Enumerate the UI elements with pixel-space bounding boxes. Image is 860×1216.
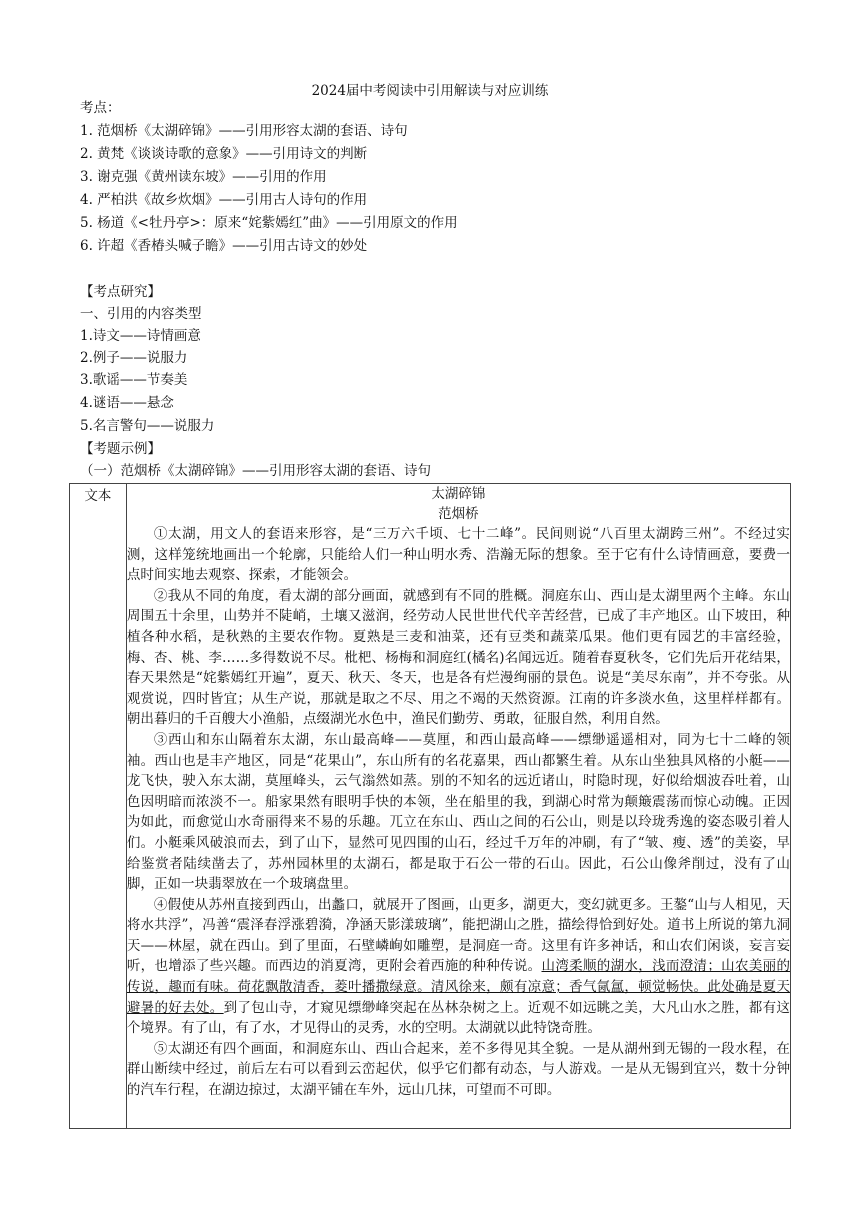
paragraph-3: ③西山和东山隔着东太湖，东山最高峰——莫厘，和西山最高峰——缥缈遥遥相对，同为七十二峰的领袖。西山也是丰产地区，同是“花果山”，东山所有的名花嘉果，西山都繁生着。从东山坐独具风格的小艇——龙飞快，驶入东太湖，莫厘峰头，云气滃然如蒸。别的不知名的远近诸山，时隐时现，好似给烟波吞吐着，山色因明暗而浓淡不一。船家果然有眼明手快的本领，坐在船里的我，到湖心时常为颠簸震荡而惊心动魄。正因为如此，而愈觉山水奇丽得来不易的乐趣。兀立在东山、西山之间的石公山，则是以玲珑秀逸的姿态吸引着人们。小艇乘风破浪而去，到了山下，显然可见四围的山石，经过千万年的冲刷，有了“皱、瘦、透”的美姿，早给鉴赏者陆续凿去了，苏州园林里的太湖石，都是取于石公一带的石山。因此，石公山像斧削过，没有了山脚，正如一块翡翠放在一个玻璃盘里。	[126, 731, 790, 893]
kaodian-heading: 考点：	[80, 100, 121, 116]
paragraph-5: ⑤太湖还有四个画面，和洞庭东山、西山合起来，差不多得见其全貌。一是从湖州到无锡的一段水程，在群山断续中经过，前后左右可以看到云峦起伏，似乎它们都有动态，与人游戏。一是从无锡到宜兴，数十分钟的汽车行程，在湖边掠过，太湖平铺在车外，远山几抹，可望而不可即。	[126, 1040, 790, 1099]
article-author: 范烟桥	[438, 506, 479, 522]
kaodian-item: 2. 黄梵《谈谈诗歌的意象》——引用诗文的判断	[80, 146, 368, 162]
example-heading: 【考题示例】	[80, 441, 161, 457]
research-item: 3.歌谣——节奏美	[80, 372, 188, 388]
research-item: 5.名言警句——说服力	[80, 418, 215, 434]
research-item: 2.例子——说服力	[80, 350, 188, 366]
table-body-cell	[126, 484, 790, 1129]
paragraph-4-start: ④假使从苏州直接到西山，出蠡口，就展开了图画，山更多，湖更大，变幻就更多。王鏊“山与人相见，天将水共浮”，冯善“震泽春浮涨碧漪，净涵天影漾玻璃”，能把湖山之胜，描绘得恰到好处。道书上所说的第九洞天——林屋，就在西山。到了里面，石壁嶙峋如雕塑，是洞庭一奇。这里有许多神话，和山农们闲谈，妄言妄听，也增添了些兴趣。而西边的消夏湾，更附会着西施的种种传说。	[126, 896, 790, 975]
research-subheading: 一、引用的内容类型	[80, 306, 202, 322]
paragraph-2: ②我从不同的角度，看太湖的部分画面，就感到有不同的胜概。洞庭东山、西山是太湖里两个主峰。东山周围五十余里，山势并不陡峭，土壤又滋润，经劳动人民世世代代辛苦经营，已成了丰产地区。山下坡田，种植各种水稻，是秋熟的主要农作物。夏熟是三麦和油菜，还有豆类和蔬菜瓜果。他们更有园艺的丰富经验，梅、杏、桃、李……多得数说不尽。枇杷、杨梅和洞庭红(橘名)名闻远近。随着春夏秋冬，它们先后开花结果，春天果然是“姹紫嫣红开遍”，夏天、秋天、冬天，也是各有烂漫绚丽的景色。说是“美尽东南”，并不夸张。从观赏说，四时皆宜；从生产说，那就是取之不尽、用之不竭的天然资源。江南的许多淡水鱼，这里样样都有。朝出暮归的千百艘大小渔船，点缀湖光水色中，渔民们勤劳、勇敢，征服自然，利用自然。	[126, 587, 790, 728]
research-heading: 【考点研究】	[80, 284, 161, 300]
paragraph-4	[127, 895, 790, 1039]
research-item: 1.诗文——诗情画意	[80, 328, 201, 344]
kaodian-item: 3. 谢克强《黄州读东坡》——引用的作用	[80, 169, 327, 185]
paragraph-4-end: 到了包山寺，才窥见缥缈峰突起在丛林杂树之上。近观不如远眺之美，大凡山水之胜，都有这个境界。有了山，有了水，才见得山的灵秀，水的空明。太湖就以此特饶奇胜。	[126, 999, 790, 1037]
text-table	[69, 483, 791, 1129]
research-item: 4.谜语——悬念	[80, 395, 174, 411]
example-subheading: （一）范烟桥《太湖碎锦》——引用形容太湖的套语、诗句	[80, 463, 431, 479]
article-title: 太湖碎锦	[431, 486, 486, 502]
underlined-passage: 山湾柔顺的湖水，浅而澄清；山农美丽的传说，趣而有味。荷花飘散清香，菱叶播撒绿意。清风徐来，颇有凉意；香气氤氲，顿觉畅快。此处确是夏天避暑的好去处。	[126, 958, 790, 1016]
document-title: 2024届中考阅读中引用解读与对应训练	[311, 83, 549, 99]
paragraph-1: ①太湖，用文人的套语来形容，是“三万六千顷、七十二峰”。民间则说“八百里太湖跨三州”。不经过实测，这样笼统地画出一个轮廓，只能给人们一种山明水秀、浩瀚无际的想象。至于它有什么诗情画意，要费一点时间实地去观察、探索，才能领会。	[126, 526, 790, 584]
kaodian-item: 6. 许超《香椿头喊子瞻》——引用古诗文的妙处	[80, 238, 368, 254]
table-label-cell	[70, 484, 127, 1129]
kaodian-item: 5. 杨道《<牡丹亭>：原来“姹紫嫣红”曲》——引用原文的作用	[80, 215, 458, 231]
kaodian-item: 1. 范烟桥《太湖碎锦》——引用形容太湖的套语、诗句	[80, 123, 408, 139]
kaodian-item: 4. 严柏洪《故乡炊烟》——引用古人诗句的作用	[80, 192, 368, 208]
table-label: 文本	[84, 488, 112, 504]
